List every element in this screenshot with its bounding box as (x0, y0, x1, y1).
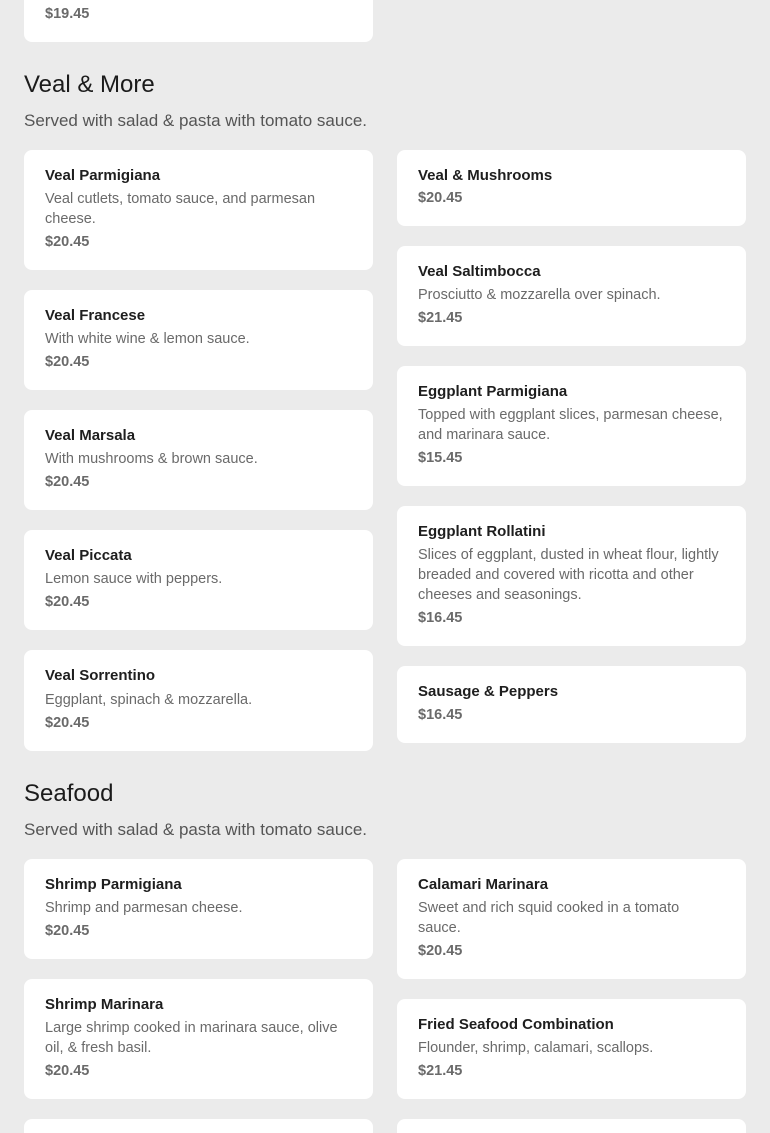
menu-item-description: Sweet and rich squid cooked in a tomato sauce. (418, 900, 680, 936)
menu-item-description: Large shrimp cooked in marinara sauce, olive oil, & fresh basil. (45, 1020, 338, 1056)
menu-item-price: $16.45 (418, 707, 463, 723)
menu-item-price: $20.45 (418, 943, 463, 959)
menu-item-name: Veal Parmigiana (45, 167, 161, 184)
menu-item-description: Topped with eggplant slices, parmesan cheese, and marinara sauce. (418, 407, 723, 443)
menu-item-name: Shrimp Marinara (45, 996, 164, 1013)
menu-item-card[interactable] (24, 0, 373, 42)
menu-item-veal-sorrentino[interactable] (24, 650, 373, 751)
menu-item-description: Veal cutlets, tomato sauce, and parmesan cheese. (45, 191, 316, 227)
menu-item-price: $20.45 (45, 594, 90, 610)
menu-item-price: $20.45 (45, 1063, 90, 1079)
menu-item-veal-parmigiana[interactable] (24, 150, 373, 270)
menu-item-name: Veal Saltimbocca (418, 263, 541, 280)
section-title-seafood: Seafood (24, 780, 114, 807)
menu-item-price: $20.45 (418, 190, 463, 206)
menu-item-name: Veal Francese (45, 307, 146, 324)
menu-item-price: $15.45 (418, 450, 463, 466)
menu-item-price: $20.45 (45, 234, 90, 250)
menu-item-description: Slices of eggplant, dusted in wheat flour, lightly breaded and covered with ricotta and other cheeses and seasonings. (418, 547, 719, 603)
menu-item-veal-mushrooms[interactable] (397, 150, 746, 226)
menu-item-name: Sausage & Peppers (418, 683, 559, 700)
menu-item-description: Lemon sauce with peppers. (45, 571, 223, 587)
menu-item-price: $19.45 (45, 6, 90, 22)
menu-item-price: $20.45 (45, 474, 90, 490)
menu-item-card[interactable] (24, 1119, 373, 1133)
menu-item-name: Shrimp Parmigiana (45, 876, 182, 893)
menu-item-name: Veal Sorrentino (45, 667, 156, 684)
menu-item-name: Eggplant Rollatini (418, 523, 546, 540)
menu-item-description: Eggplant, spinach & mozzarella. (45, 692, 253, 708)
section-subtitle-veal: Served with salad & pasta with tomato sauce. (24, 111, 368, 130)
menu-item-price: $16.45 (418, 610, 463, 626)
section-subtitle-seafood: Served with salad & pasta with tomato sauce. (24, 820, 368, 839)
menu-item-eggplant-rollatini[interactable] (397, 506, 746, 646)
menu-item-shrimp-marinara[interactable] (24, 979, 373, 1099)
menu-item-fried-seafood-combination[interactable] (397, 999, 746, 1099)
menu-item-name: Veal Marsala (45, 427, 136, 444)
menu-item-card[interactable] (397, 1119, 746, 1133)
section-title-veal: Veal & More (24, 71, 155, 98)
menu-item-description: Flounder, shrimp, calamari, scallops. (418, 1040, 654, 1056)
menu-item-calamari-marinara[interactable] (397, 859, 746, 979)
menu-item-shrimp-parmigiana[interactable] (24, 859, 373, 959)
menu-item-veal-piccata[interactable] (24, 530, 373, 630)
menu-item-price: $20.45 (45, 354, 90, 370)
menu-item-description: With white wine & lemon sauce. (45, 331, 250, 347)
menu-item-price: $20.45 (45, 715, 90, 731)
menu-item-price: $21.45 (418, 310, 463, 326)
menu-item-eggplant-parmigiana[interactable] (397, 366, 746, 486)
menu-item-name: Veal Piccata (45, 547, 132, 564)
menu-item-name: Fried Seafood Combination (418, 1016, 614, 1033)
menu-item-sausage-peppers[interactable] (397, 666, 746, 743)
menu-item-price: $21.45 (418, 1063, 463, 1079)
menu-item-description: Prosciutto & mozzarella over spinach. (418, 287, 661, 303)
menu-item-description: With mushrooms & brown sauce. (45, 451, 258, 467)
menu-item-name: Veal & Mushrooms (418, 167, 553, 184)
menu-item-veal-marsala[interactable] (24, 410, 373, 510)
menu-item-price: $20.45 (45, 923, 90, 939)
menu-item-description: Shrimp and parmesan cheese. (45, 900, 243, 916)
menu-item-veal-francese[interactable] (24, 290, 373, 390)
menu-item-name: Eggplant Parmigiana (418, 383, 568, 400)
menu-item-veal-saltimbocca[interactable] (397, 246, 746, 346)
menu-item-name: Calamari Marinara (418, 876, 549, 893)
